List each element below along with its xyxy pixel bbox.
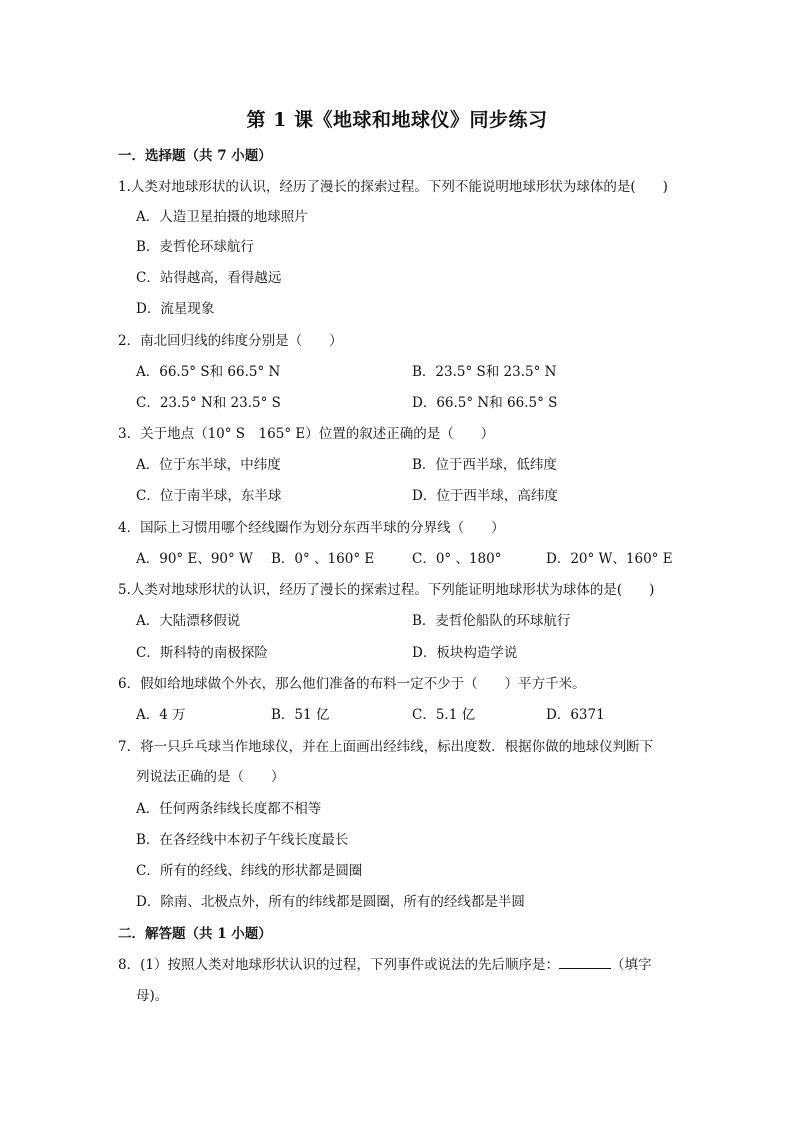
question-7-option-c: C．所有的经线、纬线的形状都是圆圈 [136,863,363,879]
answer-blank[interactable] [559,956,611,969]
question-2-option-a: A．66.5° S和 66.5° N [136,364,281,380]
question-7-option-a: A．任何两条纬线长度都不相等 [136,801,322,817]
question-7-stem-line-1: 7．将一只乒乓球当作地球仪，并在上面画出经纬线，标出度数．根据你做的地球仪判断下 [118,739,654,755]
question-4-stem: 4．国际上习惯用哪个经线圈作为划分东西半球的分界线（ ） [118,520,505,536]
question-8-stem-line-2: 母)。 [136,988,169,1004]
question-8-stem-part-b: （填字 [610,957,652,973]
question-3-option-d: D．位于西半球，高纬度 [412,488,558,504]
question-1-option-d: D．流星现象 [136,301,215,317]
question-1-stem: 1.人类对地球形状的认识，经历了漫长的探索过程。下列不能说明地球形状为球体的是( ) [118,179,668,195]
question-3-option-c: C．位于南半球，东半球 [136,488,282,504]
question-8-stem-part-a: 8．(1）按照人类对地球形状认识的过程，下列事件或说法的先后顺序是： [118,957,559,973]
question-5-stem: 5.人类对地球形状的认识，经历了漫长的探索过程。下列能证明地球形状为球体的是( ) [118,582,655,598]
page-title: 第 1 课《地球和地球仪》同步练习 [246,109,548,131]
section-heading-choice: 一．选择题（共 7 小题） [118,148,272,164]
question-3-option-b: B．位于西半球，低纬度 [412,457,557,473]
question-5-option-b: B．麦哲伦船队的环球航行 [412,613,571,629]
question-7-option-d: D．除南、北极点外，所有的纬线都是圆圈，所有的经线都是半圆 [136,894,525,910]
question-4-option-a: A．90° E、90° W [136,551,253,567]
question-7-stem-line-2: 列说法正确的是（ ） [136,769,285,785]
question-6-option-b: B．51 亿 [271,707,330,723]
question-8-stem-line-1 [118,955,651,975]
question-6-option-d: D．6371 [546,707,605,723]
question-1-option-b: B．麦哲伦环球航行 [136,239,254,255]
question-2-option-b: B．23.5° S和 23.5° N [412,364,557,380]
question-6-stem: 6．假如给地球做个外衣，那么他们准备的布料一定不少于（ ）平方千米。 [118,676,586,692]
question-4-option-c: C．0° 、180° [412,551,502,567]
question-6-option-a: A．4 万 [136,707,186,723]
question-5-option-a: A．大陆漂移假说 [136,613,241,629]
question-3-stem: 3．关于地点（10° S 165° E）位置的叙述正确的是（ ） [118,426,495,442]
question-1-option-c: C．站得越高，看得越远 [136,270,282,286]
question-2-option-c: C．23.5° N和 23.5° S [136,395,281,411]
question-7-option-b: B．在各经线中本初子午线长度最长 [136,832,349,848]
question-3-option-a: A．位于东半球，中纬度 [136,457,281,473]
question-2-option-d: D．66.5° N和 66.5° S [412,395,558,411]
section-heading-answer: 二．解答题（共 1 小题） [118,926,272,942]
question-2-stem: 2．南北回归线的纬度分别是（ ） [118,333,343,349]
question-5-option-d: D．板块构造学说 [412,645,518,661]
question-1-option-a: A．人造卫星拍摄的地球照片 [136,209,308,225]
question-4-option-b: B．0° 、160° E [271,551,375,567]
question-5-option-c: C．斯科特的南极探险 [136,645,268,661]
question-6-option-c: C．5.1 亿 [412,707,476,723]
question-4-option-d: D．20° W、160° E [546,551,673,567]
